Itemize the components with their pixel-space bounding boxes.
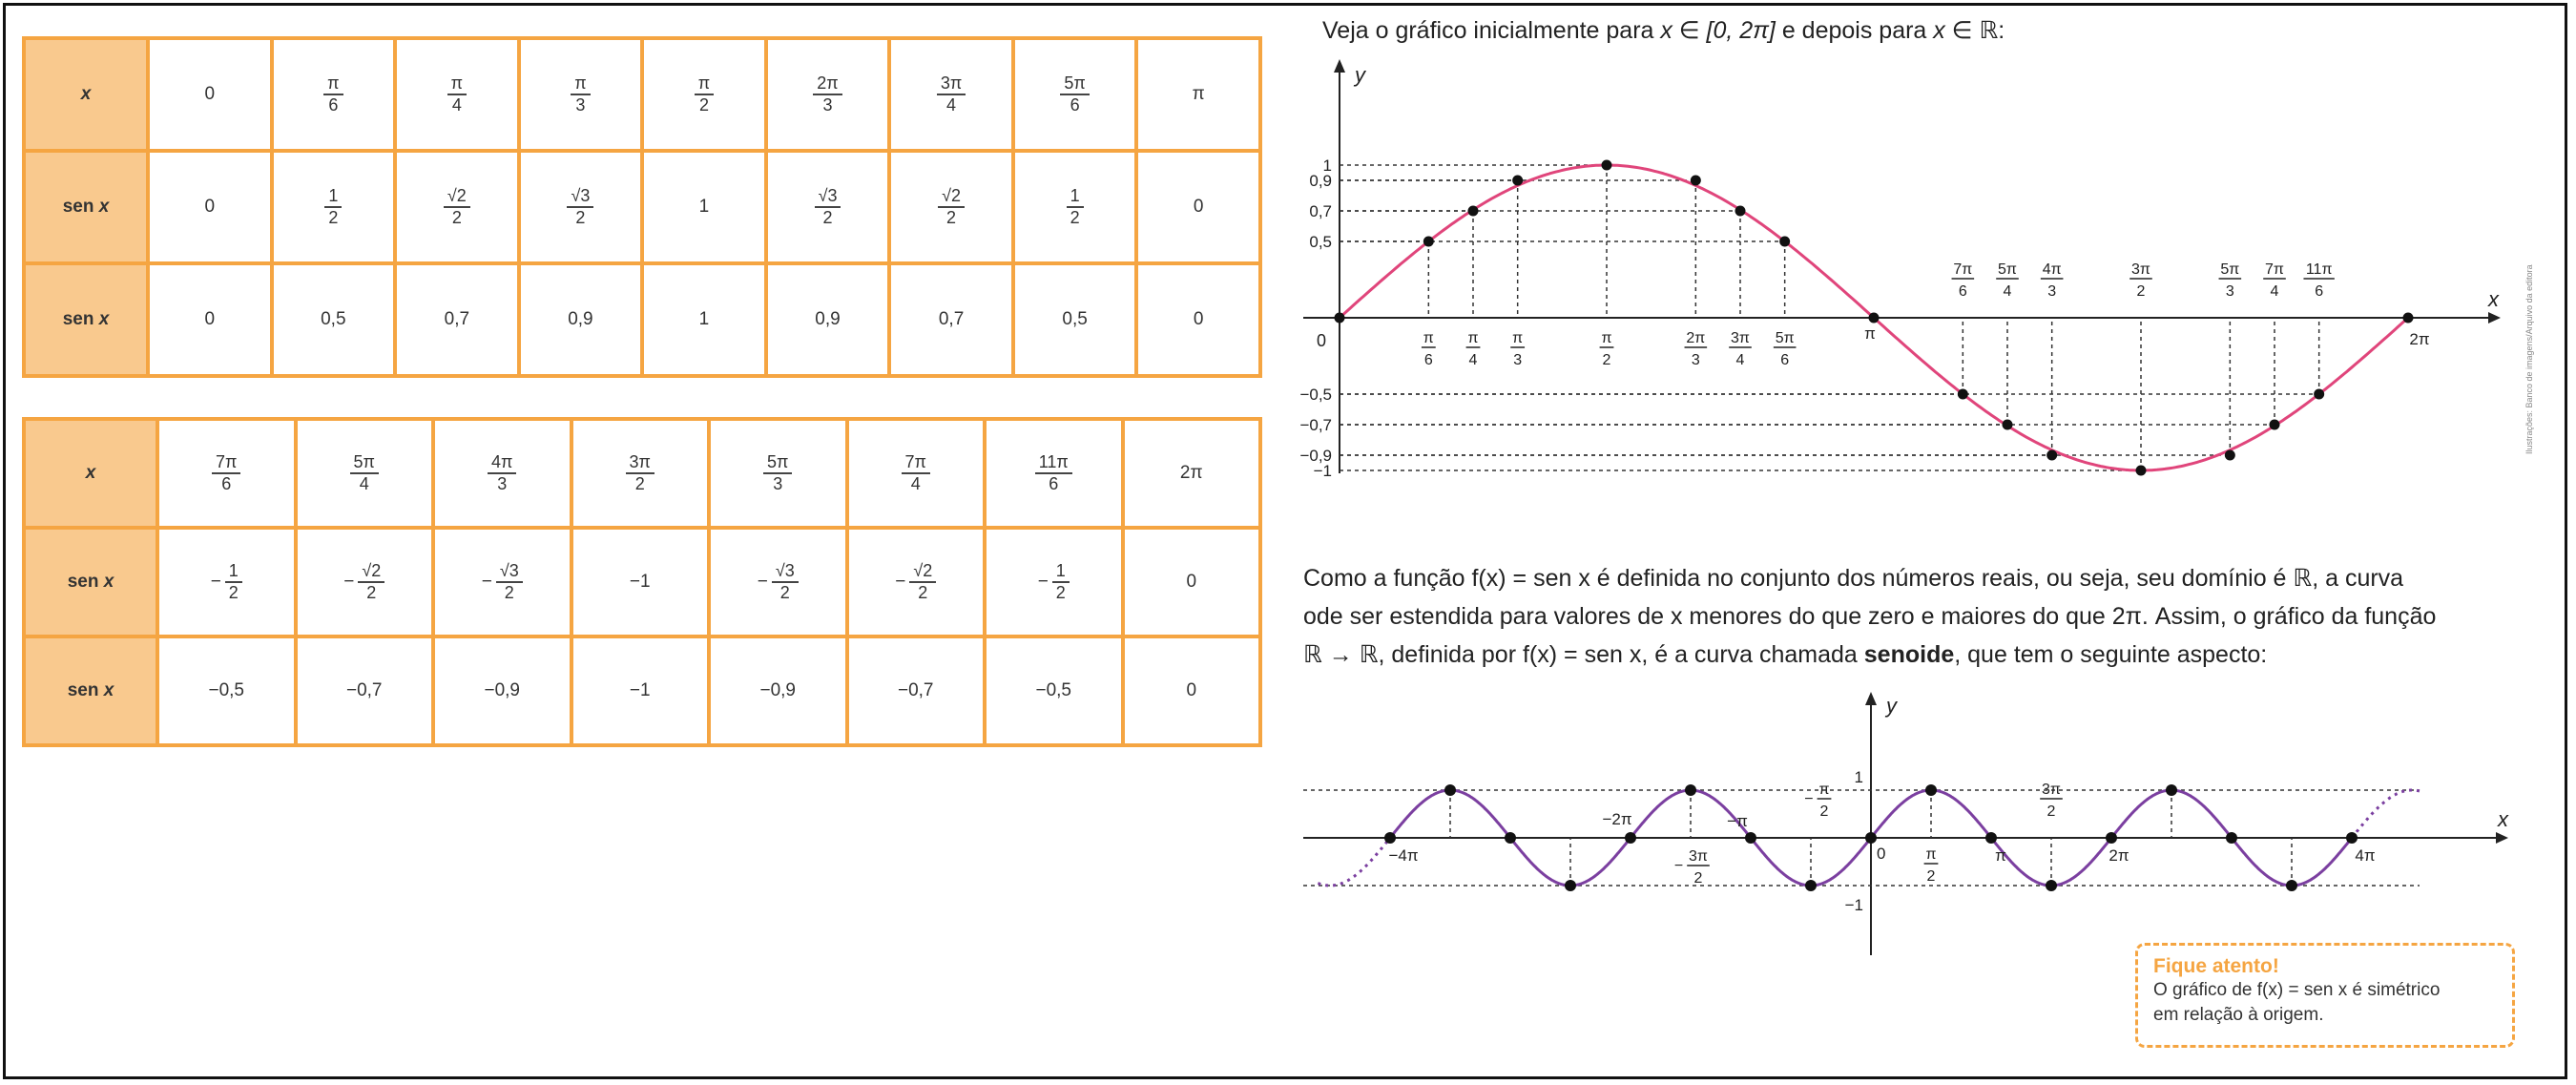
table-cell: −0,5 <box>157 636 296 745</box>
sine-curve-continuation-left <box>1318 838 1390 886</box>
fraction-numerator: 5π <box>1998 261 2017 278</box>
data-point <box>2225 450 2235 461</box>
fraction-denominator: 6 <box>1958 283 1967 300</box>
attention-note <box>2135 943 2515 1048</box>
table-cell <box>766 38 890 151</box>
axis-fraction-label <box>1996 261 2019 300</box>
table-row-x <box>24 419 1260 528</box>
data-point <box>2346 832 2358 844</box>
fraction <box>695 73 714 115</box>
fraction-denominator: 4 <box>2270 283 2279 300</box>
axis-fraction-label <box>1422 330 1436 368</box>
fraction <box>1052 561 1070 602</box>
table-cell <box>1013 151 1137 263</box>
fraction-denominator: 2 <box>575 208 586 227</box>
fraction-numerator: 4π <box>2042 261 2062 278</box>
paragraph-line-3-c: , que tem o seguinte aspecto: <box>1954 641 2268 668</box>
fraction-numerator: 5π <box>1775 330 1795 346</box>
fraction <box>324 186 342 227</box>
minus-sign: − <box>343 572 355 592</box>
fraction <box>1035 452 1072 493</box>
fraction <box>772 561 799 602</box>
table-row-sen-exact <box>24 151 1260 263</box>
fraction-numerator: √2 <box>444 186 470 208</box>
table-cell <box>571 419 710 528</box>
fraction-denominator: 4 <box>946 95 957 115</box>
fraction-denominator: 2 <box>946 208 957 227</box>
axis-fraction-label <box>1510 330 1525 368</box>
fraction-denominator: 6 <box>221 474 232 493</box>
fraction-numerator: 3π <box>2131 261 2150 278</box>
fraction-denominator: 2 <box>1055 583 1066 602</box>
fraction-numerator: 1 <box>1052 561 1070 583</box>
table-cell <box>272 151 396 263</box>
table-cell <box>847 419 986 528</box>
fraction-denominator: 2 <box>634 474 645 493</box>
row-header: sen x <box>24 151 148 263</box>
axis-fraction-label <box>2219 261 2242 300</box>
minus-sign: − <box>757 572 768 592</box>
y-tick-label: 1 <box>1322 156 1332 175</box>
table-cell: 0 <box>1123 528 1261 636</box>
table-cell: 1 <box>642 263 766 376</box>
fraction <box>444 186 470 227</box>
fraction-denominator: 3 <box>575 95 586 115</box>
x-axis-arrow <box>2496 832 2508 844</box>
fraction <box>902 452 930 493</box>
table-cell <box>157 419 296 528</box>
minus-sign: − <box>1037 572 1049 592</box>
data-point <box>1869 313 1880 323</box>
intro-text-e: : <box>1998 17 2005 44</box>
axis-fraction-label <box>1600 330 1614 368</box>
table-row-sen-decimal <box>24 636 1260 745</box>
data-point <box>1625 832 1636 844</box>
y-axis-arrow <box>1334 59 1345 73</box>
table-cell: 0,9 <box>766 263 890 376</box>
table-cell <box>709 528 847 636</box>
axis-fraction-label <box>2129 261 2152 300</box>
intro-text-a: Veja o gráfico inicialmente para <box>1322 17 1661 44</box>
table-cell: −0,9 <box>709 636 847 745</box>
fraction-numerator: 7π <box>2265 261 2284 278</box>
data-point <box>1505 832 1516 844</box>
fraction-numerator: 7π <box>1953 261 1973 278</box>
data-point <box>1602 160 1612 171</box>
fraction-denominator: 4 <box>1735 352 1745 368</box>
fraction <box>323 73 343 115</box>
data-point <box>2314 389 2324 400</box>
table-cell: 0,7 <box>395 263 519 376</box>
fraction-numerator: 3π <box>1689 848 1708 865</box>
data-point <box>2403 313 2414 323</box>
fraction <box>626 452 654 493</box>
fraction-denominator: 2 <box>1819 803 1829 820</box>
axis-fraction-label <box>2040 782 2063 820</box>
fraction-denominator: 2 <box>1693 870 1703 887</box>
table-cell: 0,9 <box>519 263 643 376</box>
note-line-2: em relação à origem. <box>2153 1005 2324 1025</box>
table-cell <box>519 151 643 263</box>
fraction-numerator: 7π <box>902 452 930 474</box>
fraction <box>488 452 516 493</box>
x-axis-label: x <box>2498 807 2508 831</box>
table-cell <box>519 38 643 151</box>
table-cell <box>985 528 1123 636</box>
fraction-denominator: 4 <box>910 474 921 493</box>
four-pi-label: 4π <box>2355 846 2376 865</box>
minus-sign: − <box>1673 858 1684 874</box>
table-cell: 0,5 <box>272 263 396 376</box>
fraction <box>813 73 841 115</box>
fraction-numerator: 5π <box>763 452 792 474</box>
fraction-numerator: π <box>323 73 343 95</box>
data-point <box>1335 313 1345 323</box>
fraction <box>763 452 792 493</box>
fraction-numerator: 5π <box>2220 261 2240 278</box>
intro-text-b: x ∈ [0, 2π] <box>1660 17 1776 44</box>
sine-graph-real-domain <box>1284 678 2524 965</box>
two-pi-label: 2π <box>2409 330 2430 348</box>
fraction-denominator: 2 <box>698 95 709 115</box>
data-point <box>1444 784 1456 796</box>
data-point <box>1865 832 1877 844</box>
minus-sign: − <box>895 572 906 592</box>
table-cell: 1 <box>642 151 766 263</box>
fraction-numerator: 2π <box>1686 330 1706 346</box>
fraction-denominator: 3 <box>1513 352 1523 368</box>
table-cell <box>642 38 766 151</box>
y-axis-label: y <box>1355 63 1365 87</box>
row-header: sen x <box>24 263 148 376</box>
table-cell <box>985 419 1123 528</box>
y-tick-label: −0,9 <box>1299 447 1332 465</box>
axis-fraction-label <box>1952 261 1975 300</box>
minus-four-pi-label: −4π <box>1388 846 1419 865</box>
table-cell <box>395 38 519 151</box>
fraction-numerator: 1 <box>1067 186 1084 208</box>
sine-graph-0-to-2pi <box>1284 53 2524 502</box>
fraction-denominator: 4 <box>1468 352 1478 368</box>
fraction-numerator: π <box>1423 330 1434 346</box>
y-tick-label: 0,7 <box>1309 202 1332 220</box>
minus-sign: − <box>481 572 492 592</box>
data-point <box>1779 237 1790 247</box>
data-point <box>2226 832 2237 844</box>
fraction <box>350 452 379 493</box>
axis-fraction-label <box>1804 782 1831 820</box>
fraction-numerator: 3π <box>937 73 966 95</box>
domain-paragraph <box>1303 559 2436 674</box>
y-axis-arrow <box>1865 692 1877 705</box>
table-cell: −1 <box>571 528 710 636</box>
axis-fraction-label <box>2263 261 2286 300</box>
data-point <box>2166 784 2177 796</box>
fraction-denominator: 4 <box>2003 283 2012 300</box>
fraction-denominator: 3 <box>2225 283 2234 300</box>
table-cell: −0,7 <box>847 636 986 745</box>
fraction-denominator: 4 <box>359 474 369 493</box>
fraction-denominator: 2 <box>918 583 928 602</box>
fraction-denominator: 3 <box>822 95 833 115</box>
axis-fraction-label <box>1674 848 1710 887</box>
fraction <box>909 561 936 602</box>
fraction-numerator: 11π <box>2305 261 2333 278</box>
data-point <box>1384 832 1396 844</box>
data-point <box>1958 389 1968 400</box>
fraction <box>1060 73 1089 115</box>
data-point <box>1745 832 1756 844</box>
data-point <box>2046 450 2057 461</box>
table-cell: −0,9 <box>433 636 571 745</box>
fraction-numerator: 3π <box>2042 782 2061 798</box>
y-tick-label: −0,7 <box>1299 416 1332 434</box>
fraction-denominator: 2 <box>328 208 339 227</box>
fraction-denominator: 3 <box>773 474 783 493</box>
row-header: x <box>24 38 148 151</box>
fraction-denominator: 2 <box>1926 868 1936 885</box>
data-point <box>2270 420 2280 430</box>
fraction-numerator: 3π <box>1731 330 1750 346</box>
table-cell: 2π <box>1123 419 1261 528</box>
fraction-denominator: 2 <box>1602 352 1611 368</box>
paragraph-line-1: Como a função f(x) = sen x é definida no conjunto dos números reais, ou seja, seu domínio é ℝ, a curva <box>1303 565 2404 592</box>
fraction-numerator: √3 <box>772 561 799 583</box>
axis-fraction-label <box>2041 261 2064 300</box>
row-header: sen x <box>24 636 157 745</box>
fraction-numerator: 1 <box>324 186 342 208</box>
fraction-numerator: 4π <box>488 452 516 474</box>
table-cell <box>272 38 396 151</box>
minus-two-pi-label: −2π <box>1602 810 1632 828</box>
fraction <box>815 186 841 227</box>
table-cell <box>847 528 986 636</box>
table-row-sen-decimal <box>24 263 1260 376</box>
fraction-numerator: √3 <box>496 561 523 583</box>
fraction-denominator: 6 <box>328 95 339 115</box>
origin-label: 0 <box>1877 845 1886 863</box>
fraction <box>937 73 966 115</box>
fraction <box>496 561 523 602</box>
fraction-numerator: 3π <box>626 452 654 474</box>
origin-label: 0 <box>1317 331 1327 350</box>
table-cell: 0 <box>1136 263 1260 376</box>
table-cell <box>296 528 434 636</box>
data-point <box>1985 832 1997 844</box>
fraction-denominator: 2 <box>366 583 377 602</box>
fraction <box>567 186 593 227</box>
fraction-denominator: 6 <box>1049 474 1059 493</box>
minus-sign: − <box>1804 791 1814 807</box>
fraction-numerator: √2 <box>938 186 965 208</box>
fraction-numerator: √2 <box>358 561 384 583</box>
two-pi-label: 2π <box>2109 846 2129 865</box>
table-cell <box>889 38 1013 151</box>
fraction-numerator: π <box>1512 330 1524 346</box>
data-point <box>1685 784 1696 796</box>
y-tick-label: 0,5 <box>1309 233 1332 251</box>
axis-fraction-label <box>1774 330 1797 368</box>
axis-fraction-label <box>1466 330 1481 368</box>
table-cell <box>157 528 296 636</box>
sine-table-first-half <box>22 36 1262 378</box>
paragraph-line-3 <box>1303 636 2436 674</box>
table-cell <box>433 528 571 636</box>
fraction-numerator: π <box>571 73 590 95</box>
x-axis-arrow <box>2488 312 2501 323</box>
intro-text-c: e depois para <box>1775 17 1934 44</box>
page-frame <box>3 3 2567 1079</box>
fraction <box>1067 186 1084 227</box>
table-cell: 0 <box>1136 151 1260 263</box>
minus-sign: − <box>210 572 221 592</box>
fraction-denominator: 2 <box>779 583 790 602</box>
table-row-x <box>24 38 1260 151</box>
note-line-1: O gráfico de f(x) = sen x é simétrico <box>2153 980 2441 1000</box>
pi-label: π <box>1995 846 2006 865</box>
fraction-numerator: √3 <box>815 186 841 208</box>
axis-fraction-label <box>1685 330 1708 368</box>
data-point <box>1468 206 1479 217</box>
y-one-label: 1 <box>1854 768 1863 786</box>
image-credit: Ilustrações: Banco de imagens/Arquivo da editora <box>2524 264 2534 454</box>
fraction-numerator: 1 <box>225 561 242 583</box>
table-cell: 0 <box>148 38 272 151</box>
table-cell: 0,5 <box>1013 263 1137 376</box>
sine-table-second-half <box>22 417 1262 747</box>
data-point <box>1565 880 1576 891</box>
data-point <box>2003 420 2013 430</box>
fraction <box>212 452 240 493</box>
intro-text <box>1322 11 2005 50</box>
data-point <box>1735 206 1746 217</box>
table-cell <box>709 419 847 528</box>
fraction-numerator: 5π <box>1060 73 1089 95</box>
fraction <box>447 73 467 115</box>
axis-fraction-label <box>2303 261 2334 300</box>
fraction <box>225 561 242 602</box>
paragraph-line-2: ode ser estendida para valores de x menores do que zero e maiores do que 2π. Assim, o gráfico da função <box>1303 603 2437 630</box>
fraction-denominator: 2 <box>504 583 514 602</box>
y-tick-label: −0,5 <box>1299 386 1332 404</box>
fraction-numerator: π <box>1601 330 1612 346</box>
fraction-numerator: 7π <box>212 452 240 474</box>
table-row-sen-exact <box>24 528 1260 636</box>
fraction <box>358 561 384 602</box>
fraction-denominator: 2 <box>822 208 833 227</box>
data-point <box>1691 176 1701 186</box>
fraction-numerator: π <box>1818 782 1830 798</box>
fraction-numerator: π <box>1925 846 1937 863</box>
minus-pi-label: −π <box>1727 812 1748 830</box>
table-cell: −1 <box>571 636 710 745</box>
table-cell <box>433 419 571 528</box>
y-minus-one-label: −1 <box>1844 896 1863 914</box>
table-cell: 0,7 <box>889 263 1013 376</box>
fraction-numerator: π <box>1467 330 1479 346</box>
fraction-denominator: 6 <box>1070 95 1080 115</box>
note-title: Fique atento! <box>2153 955 2279 977</box>
table-cell: −0,5 <box>985 636 1123 745</box>
fraction-denominator: 2 <box>228 583 239 602</box>
data-point <box>1512 176 1523 186</box>
table-cell: 0 <box>148 151 272 263</box>
axis-fraction-label <box>1924 846 1939 885</box>
data-point <box>2286 880 2297 891</box>
table-cell <box>1013 38 1137 151</box>
table-cell: −0,7 <box>296 636 434 745</box>
table-cell: 0 <box>148 263 272 376</box>
row-header: sen x <box>24 528 157 636</box>
y-tick-label: −1 <box>1313 462 1332 480</box>
data-point <box>2046 880 2057 891</box>
fraction-denominator: 2 <box>2136 283 2146 300</box>
table-cell <box>395 151 519 263</box>
fraction-numerator: π <box>447 73 467 95</box>
y-axis-label: y <box>1886 694 1897 718</box>
fraction-denominator: 3 <box>1691 352 1700 368</box>
data-point <box>1423 237 1434 247</box>
fraction-denominator: 3 <box>497 474 508 493</box>
data-point <box>2136 466 2147 476</box>
table-cell <box>889 151 1013 263</box>
table-cell: 0 <box>1123 636 1261 745</box>
sine-curve-continuation-right <box>2352 790 2424 838</box>
data-point <box>1805 880 1817 891</box>
fraction-numerator: √2 <box>909 561 936 583</box>
table-cell: π <box>1136 38 1260 151</box>
axis-fraction-label <box>1729 330 1752 368</box>
table-cell <box>296 419 434 528</box>
pi-label: π <box>1864 324 1876 343</box>
fraction-denominator: 2 <box>451 208 462 227</box>
fraction-numerator: π <box>695 73 714 95</box>
data-point <box>1925 784 1937 796</box>
paragraph-line-3-a: ℝ → ℝ, definida por f(x) = sen x, é a curva chamada <box>1303 641 1864 668</box>
y-tick-label: 0,9 <box>1309 172 1332 190</box>
row-header: x <box>24 419 157 528</box>
senoide-term: senoide <box>1863 641 1955 668</box>
fraction-numerator: 5π <box>350 452 379 474</box>
fraction-denominator: 6 <box>1780 352 1790 368</box>
intro-text-d: x ∈ ℝ <box>1933 17 1999 44</box>
fraction <box>571 73 590 115</box>
fraction-denominator: 2 <box>1070 208 1080 227</box>
fraction-denominator: 6 <box>1423 352 1433 368</box>
fraction-denominator: 4 <box>451 95 462 115</box>
fraction-numerator: 2π <box>813 73 841 95</box>
fraction <box>938 186 965 227</box>
fraction-numerator: 11π <box>1035 452 1072 474</box>
data-point <box>2106 832 2117 844</box>
fraction-numerator: √3 <box>567 186 593 208</box>
fraction-denominator: 2 <box>2046 803 2056 820</box>
fraction-denominator: 6 <box>2315 283 2324 300</box>
fraction-denominator: 3 <box>2047 283 2057 300</box>
x-axis-label: x <box>2488 287 2499 311</box>
table-cell <box>766 151 890 263</box>
